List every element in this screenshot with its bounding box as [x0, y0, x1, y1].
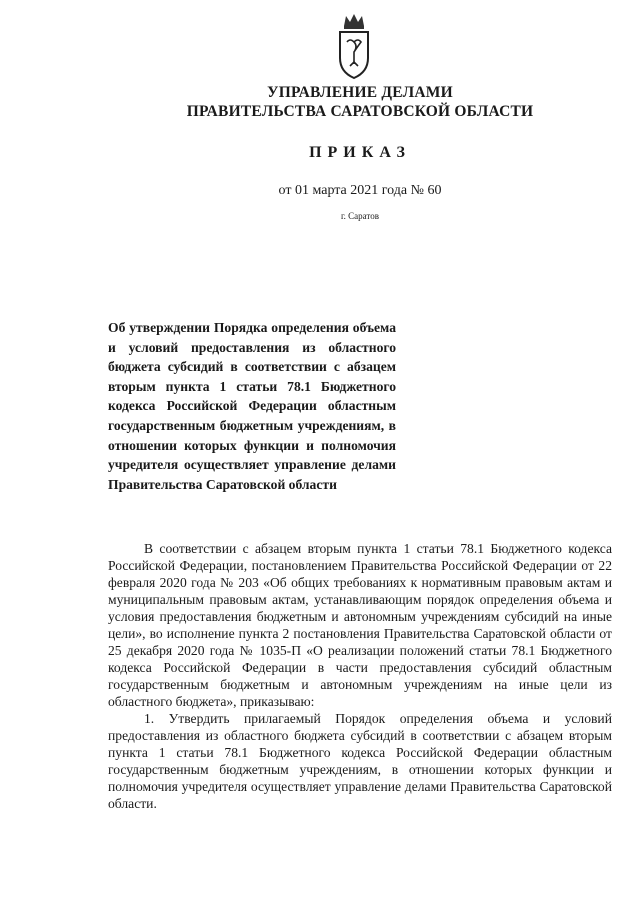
document-type: ПРИКАЗ — [309, 144, 411, 161]
body-paragraph-2: 1. Утвердить прилагаемый Порядок определения объема и условий предоставления из областного бюджета субсидий в соответствии с абзацем вторым пункта 1 статьи 78.1 Бюджетного кодекса Российской Федерации областным государственным бюджетным учреждениям, в отношении которых функции и полномочия учредителя осуществляет управление делами Правительства Саратовской области. — [108, 711, 612, 811]
document-subject: Об утверждении Порядка определения объема и условий предоставления из областного бюджета субсидий в соответствии с абзацем вторым пункта 1 статьи 78.1 Бюджетного кодекса Российской Федерации областным государственным бюджетным учреждениям, в отношении которых функции и полномочия учредителя осуществляет управление делами Правительства Саратовской области — [108, 320, 396, 492]
saratov-coat-of-arms-icon — [336, 12, 372, 82]
document-date-number: от 01 марта 2021 года № 60 — [278, 183, 442, 198]
document-city: г. Саратов — [341, 211, 379, 221]
org-name-line1: УПРАВЛЕНИЕ ДЕЛАМИ — [267, 84, 453, 101]
body-paragraph-1: В соответствии с абзацем вторым пункта 1 статьи 78.1 Бюджетного кодекса Российской Федерации, постановлением Правительства Российской Федерации от 22 февраля 2020 года № 203 «Об общих требованиях к нормативным правовым актам и муниципальным правовым актам, устанавливающим порядок определения объема и условия предоставления бюджетным и автономным учреждениям субсидий на иные цели», во исполнение пункта 2 постановления Правительства Саратовской области от 25 декабря 2020 года № 1035-П «О реализации положений статьи 78.1 Бюджетного кодекса Российской Федерации в части предоставления субсидий областным государственным бюджетным и автономным учреждениям на иные цели из областного бюджета», приказываю: — [108, 541, 612, 709]
org-name-line2: ПРАВИТЕЛЬСТВА САРАТОВСКОЙ ОБЛАСТИ — [186, 103, 534, 120]
document-body — [108, 540, 612, 812]
